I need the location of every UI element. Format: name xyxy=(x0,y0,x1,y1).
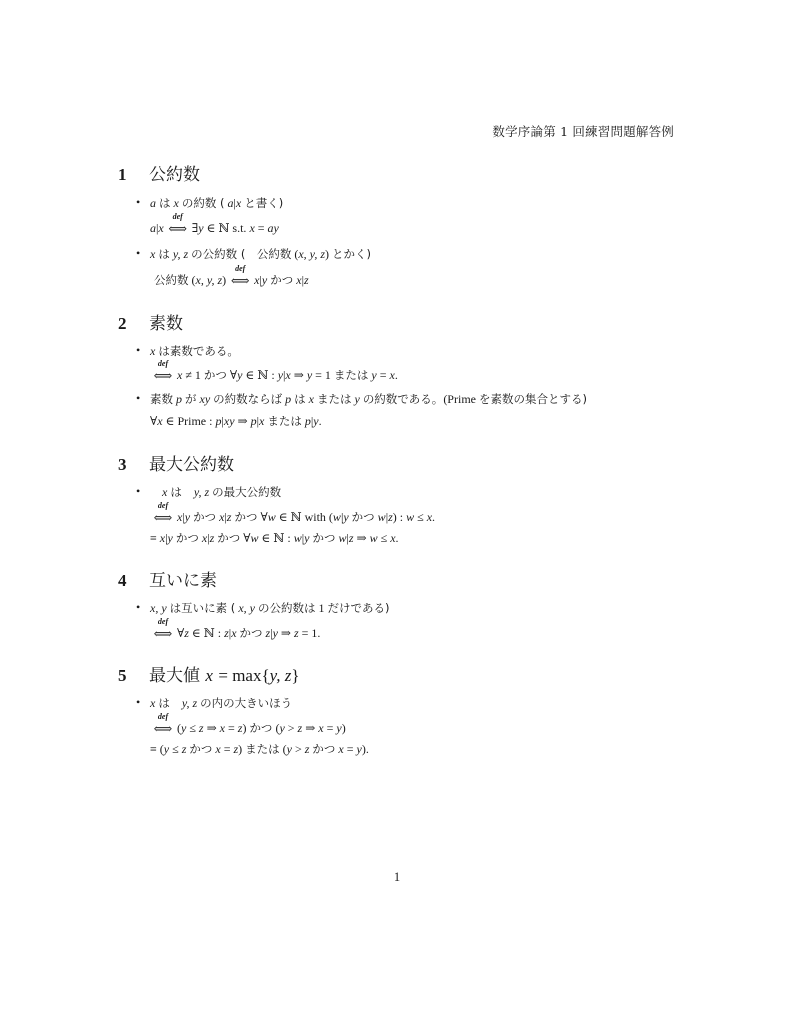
section-number: 2 xyxy=(118,314,127,333)
def-iff-icon: def ⟺ xyxy=(230,264,250,288)
section-title: 最大値 x = max{y, z} xyxy=(149,666,300,686)
equivalence-line: ≡ x|y かつ x|z かつ ∀w ∈ ℕ : w|y かつ w|z ⇒ w ≤ x. xyxy=(150,531,399,545)
bullet-line: • x は y, z の最大公約数 xyxy=(136,484,282,499)
bullet-icon: • xyxy=(136,391,141,405)
section-number: 3 xyxy=(118,455,127,474)
section-title: 公約数 xyxy=(149,165,200,185)
definition-line: def ⟺ x|y かつ x|z かつ ∀w ∈ ℕ with (w|y かつ w|z) : w ≤ x. xyxy=(153,501,436,525)
section-title: 互いに素 xyxy=(149,571,217,591)
section-title: 素数 xyxy=(149,314,183,334)
section-title: 最大公約数 xyxy=(149,455,234,475)
bullet-icon: • xyxy=(136,246,141,260)
def-iff-icon: def ⟺ xyxy=(168,212,188,236)
def-iff-icon: def ⟺ xyxy=(153,712,173,736)
bullet-icon: • xyxy=(136,695,141,709)
bullet-icon: • xyxy=(136,343,141,357)
definition-line: a|x def ⟺ ∃y ∈ ℕ s.t. x = ay xyxy=(150,212,279,236)
section-5 xyxy=(118,661,300,685)
page-header-title: 数学序論第 1 回練習問題解答例 xyxy=(492,124,674,139)
bullet-icon: • xyxy=(136,484,141,498)
def-iff-icon: def ⟺ xyxy=(153,501,173,525)
equivalence-line: ≡ (y ≤ z かつ x = z) または (y > z かつ x = y). xyxy=(150,742,369,756)
page-number: 1 xyxy=(393,870,401,884)
definition-line: def ⟺ x ≠ 1 かつ ∀y ∈ ℕ : y|x ⇒ y = 1 または y = x. xyxy=(153,359,398,383)
section-1 xyxy=(118,160,200,184)
section-number: 1 xyxy=(118,165,127,184)
bullet-line: • 素数 p が xy の約数ならば p は x または y の約数である。(Prime を素数の集合とする) xyxy=(136,391,587,406)
def-iff-icon: def ⟺ xyxy=(153,359,173,383)
definition-line: def ⟺ (y ≤ z ⇒ x = z) かつ (y > z ⇒ x = y) xyxy=(153,712,346,736)
section-4 xyxy=(118,566,217,590)
section-3 xyxy=(118,450,234,474)
bullet-line: • x は y, z の内の大きいほう xyxy=(136,695,293,710)
bullet-line: • x は素数である。 xyxy=(136,343,239,358)
section-number: 5 xyxy=(118,666,127,685)
bullet-icon: • xyxy=(136,195,141,209)
definition-line: ∀x ∈ Prime : p|xy ⇒ p|x または p|y. xyxy=(150,414,322,428)
section-2 xyxy=(118,309,183,333)
bullet-line: • a は x の約数 ( a|x と書く) xyxy=(136,195,284,210)
bullet-line: • x は y, z の公約数 ( 公約数 (x, y, z) とかく) xyxy=(136,246,371,261)
bullet-line: • x, y は互いに素 ( x, y の公約数は 1 だけである) xyxy=(136,600,390,615)
bullet-icon: • xyxy=(136,600,141,614)
def-iff-icon: def ⟺ xyxy=(153,617,173,641)
definition-line: 公約数 (x, y, z) def ⟺ x|y かつ x|z xyxy=(154,264,309,288)
definition-line: def ⟺ ∀z ∈ ℕ : z|x かつ z|y ⇒ z = 1. xyxy=(153,617,321,641)
section-number: 4 xyxy=(118,571,127,590)
